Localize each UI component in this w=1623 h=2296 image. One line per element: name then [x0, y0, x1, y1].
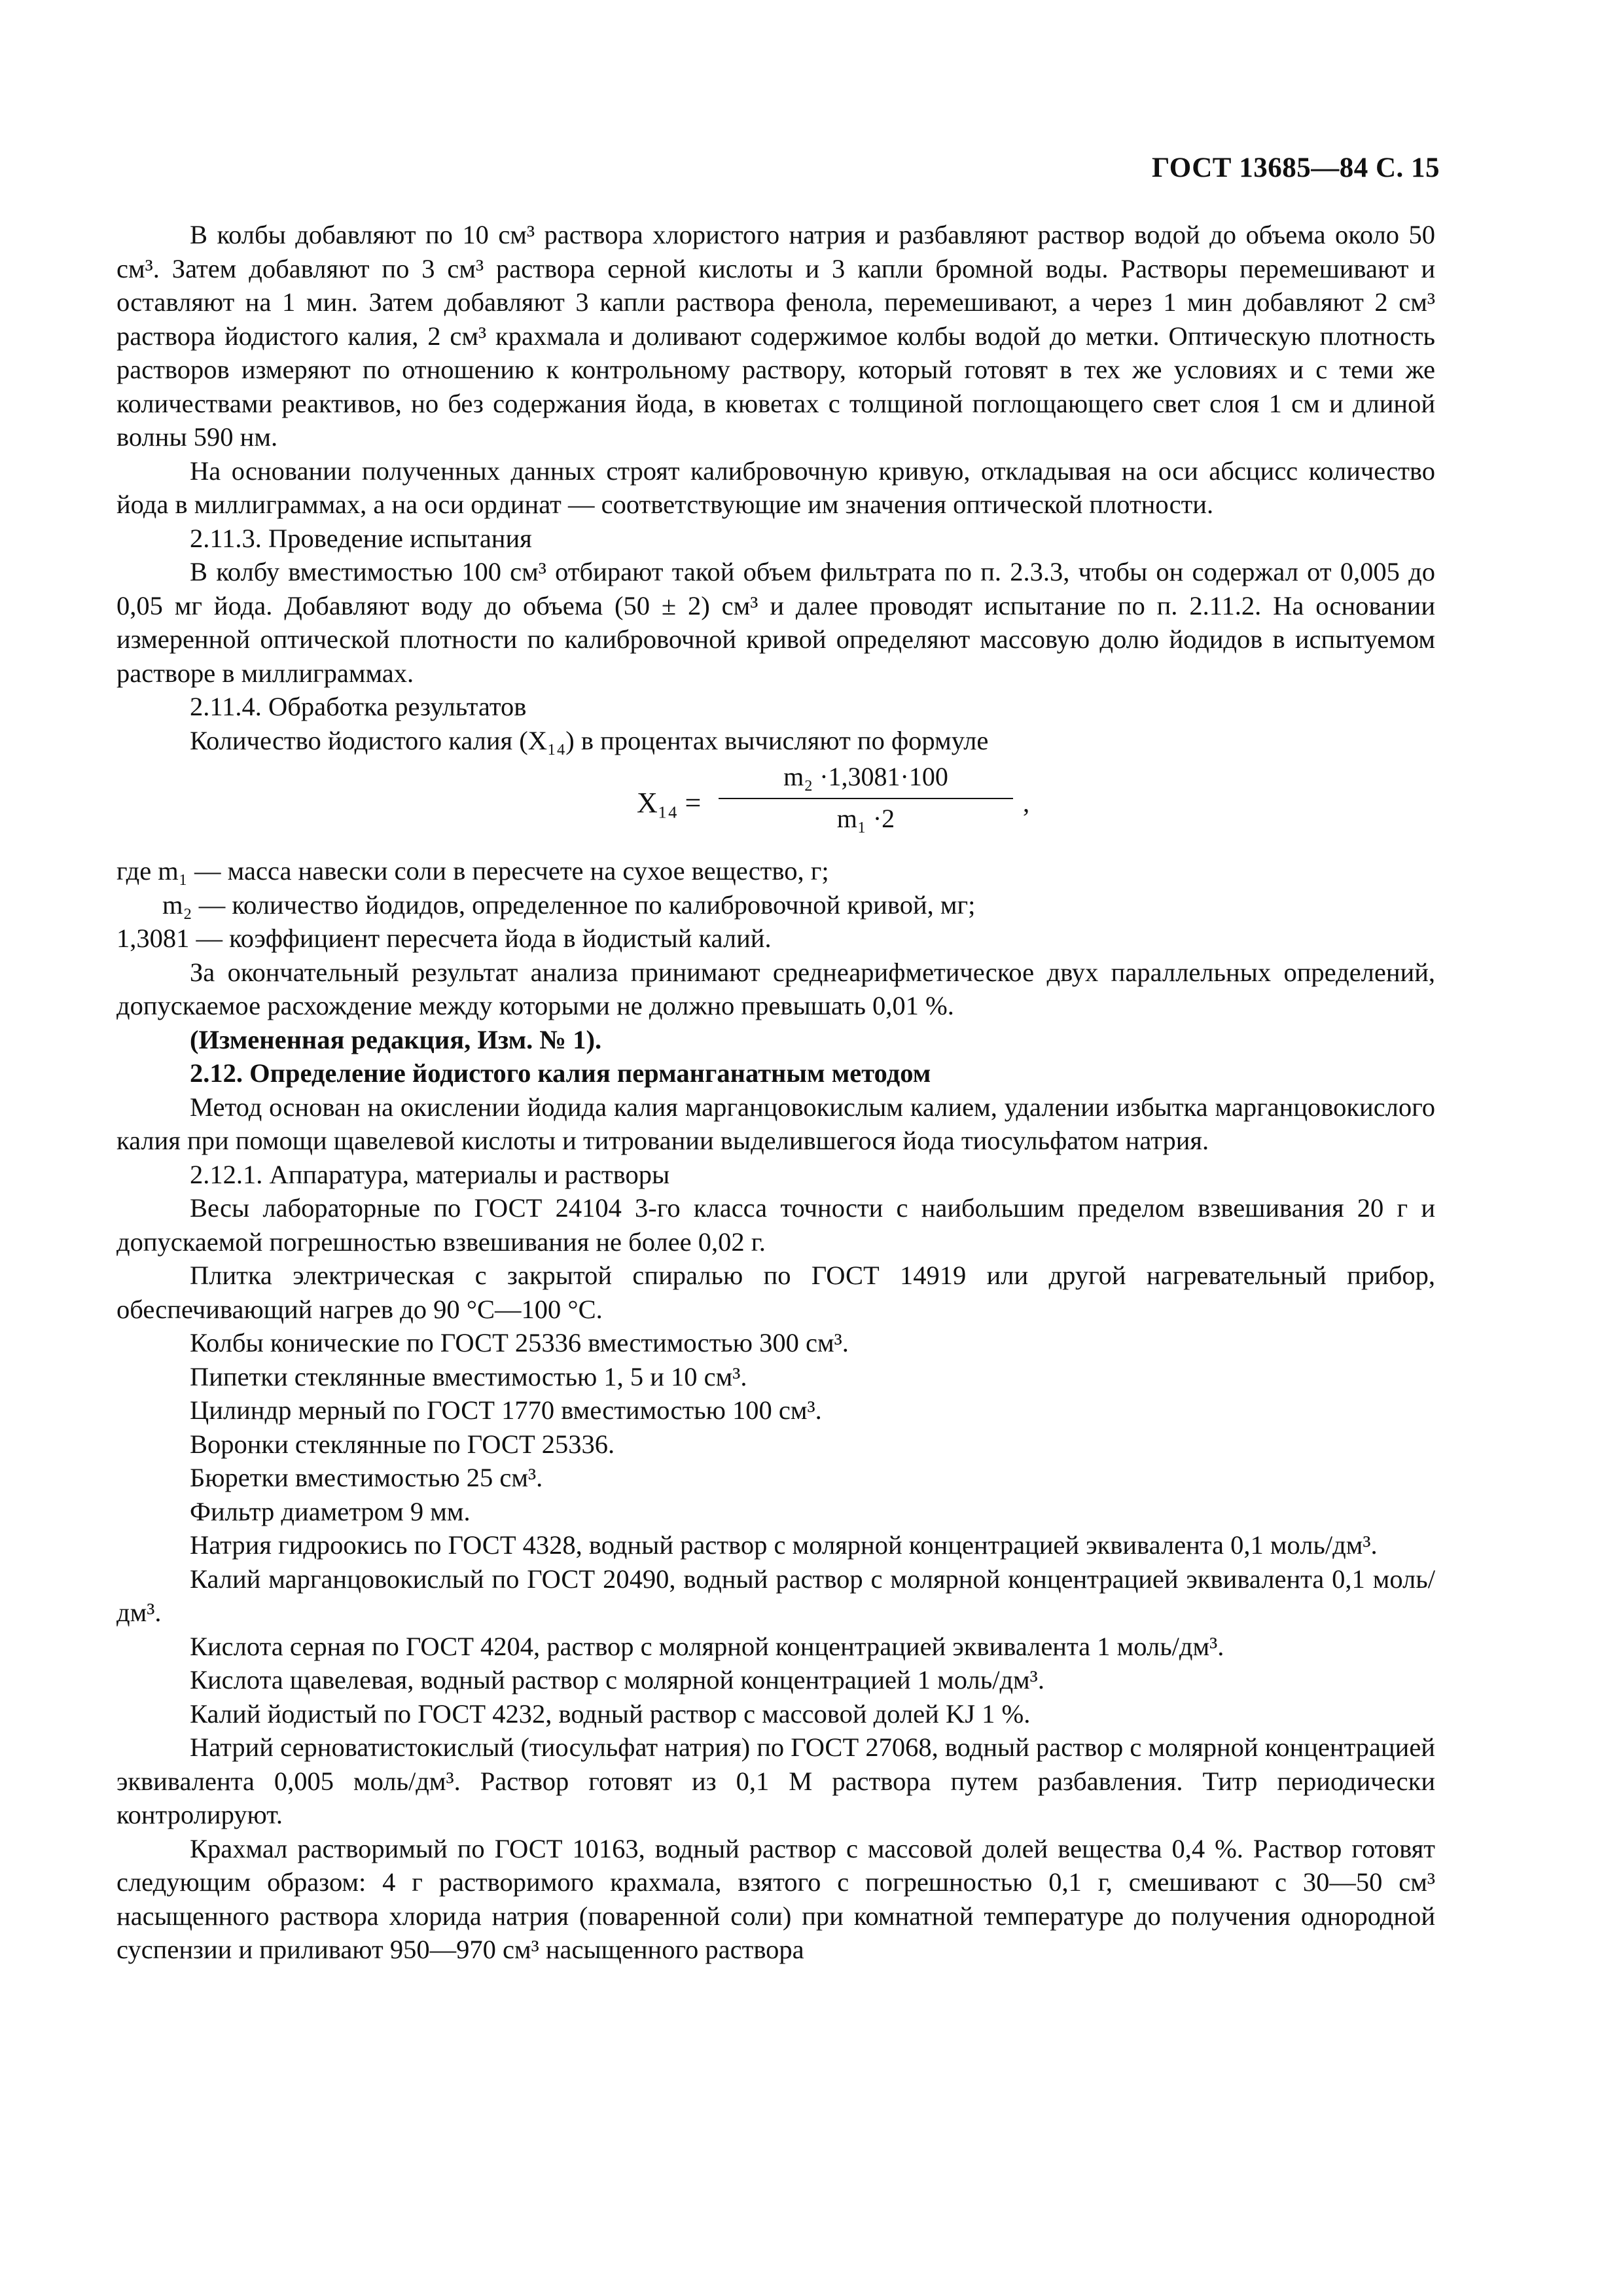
- formula-trail: ,: [1023, 788, 1030, 817]
- paragraph: Калий марганцовокислый по ГОСТ 20490, водный раствор с молярной концентрацией эквивалента 0,1 моль/дм³.: [116, 1564, 1435, 1627]
- paragraph: Крахмал растворимый по ГОСТ 10163, водный раствор с массовой долей вещества 0,4 %. Раствор готовят следующим образом: 4 г растворимого крахмала, взятого с погрешностью 0,1 г, смешивают с 30—50 см³ насыщенного раствора хлорида натрия (поваренной соли) при комнатной температуре до получения однородной суспензии и приливают 950—970 см³ насыщенного раствора: [116, 1833, 1435, 1964]
- paragraph: Весы лабораторные по ГОСТ 24104 3-го класса точности с наибольшим пределом взвешивания 20 г и допускаемой погрешностью взвешивания не более 0,02 г.: [116, 1193, 1435, 1257]
- formula-denominator: m₁ ·2: [836, 803, 895, 833]
- paragraph: Кислота серная по ГОСТ 4204, раствор с молярной концентрацией эквивалента 1 моль/дм³.: [190, 1631, 1224, 1661]
- paragraph: Колбы конические по ГОСТ 25336 вместимостью 300 см³.: [190, 1328, 849, 1357]
- paragraph: Натрия гидроокись по ГОСТ 4328, водный раствор с молярной концентрацией эквивалента 0,1 моль/дм³.: [190, 1530, 1378, 1560]
- paragraph: В колбу вместимостью 100 см³ отбирают такой объем фильтрата по п. 2.3.3, чтобы он содержал от 0,005 до 0,05 мг йода. Добавляют воду до объема (50 ± 2) см³ и далее проводят испытание по п. 2.11.2. На основании измеренной оптической плотности по калибровочной кривой определяют массовую долю йодидов в испытуемом растворе в миллиграммах.: [116, 557, 1435, 688]
- legend-line: 1,3081 — коэффициент пересчета йода в йодистый калий.: [116, 924, 772, 953]
- section-heading: 2.11.4. Обработка результатов: [190, 692, 527, 721]
- formula-legend: [116, 854, 1435, 956]
- paragraph: Кислота щавелевая, водный раствор с молярной концентрацией 1 моль/дм³.: [190, 1665, 1044, 1695]
- paragraph: Воронки стеклянные по ГОСТ 25336.: [190, 1429, 615, 1459]
- paragraph: Количество йодистого калия (X₁₄) в процентах вычисляют по формуле: [190, 725, 989, 755]
- paragraph: Цилиндр мерный по ГОСТ 1770 вместимостью 100 см³.: [190, 1395, 822, 1425]
- page-header: ГОСТ 13685—84 С. 15: [1151, 152, 1440, 183]
- formula-numerator: m₂ ·1,3081·100: [783, 762, 948, 791]
- legend-line: m₂ — количество йодидов, определенное по калибровочной кривой, мг;: [162, 889, 976, 920]
- section-heading: 2.12.1. Аппаратура, материалы и растворы: [190, 1159, 670, 1189]
- formula-fraction: [712, 760, 1020, 835]
- legend-line: где m₁ — масса навески соли в пересчете на сухое вещество, г;: [116, 856, 829, 886]
- paragraph: За окончательный результат анализа принимают среднеарифметическое двух параллельных определений, допускаемое расхождение между которыми не должно превышать 0,01 %.: [116, 957, 1435, 1020]
- paragraph: Калий йодистый по ГОСТ 4232, водный раствор с массовой долей KJ 1 %.: [190, 1698, 1031, 1729]
- paragraph: Метод основан на окислении йодида калия марганцовокислым калием, удалении избытка марганцовокислого калия при помощи щавелевой кислоты и титровании выделившегося йода тиосульфатом натрия.: [116, 1092, 1435, 1155]
- document-body: [116, 218, 1435, 1967]
- paragraph: На основании полученных данных строят калибровочную кривую, откладывая на оси абсцисс количество йода в миллиграммах, а на оси ординат — соответствующие им значения оптической плотности.: [116, 456, 1435, 519]
- paragraph: Плитка электрическая с закрытой спиралью по ГОСТ 14919 или другой нагревательный прибор, обеспечивающий нагрев до 90 °С—100 °С.: [116, 1261, 1435, 1324]
- amendment-note: (Измененная редакция, Изм. № 1).: [190, 1024, 602, 1054]
- paragraph: В колбы добавляют по 10 см³ раствора хлористого натрия и разбавляют раствор водой до объема около 50 см³. Затем добавляют по 3 см³ раствора серной кислоты и 3 капли бромной воды. Растворы перемешивают и оставляют на 1 мин. Затем добавляют 3 капли раствора фенола, перемешивают, а через 1 мин добавляют 2 см³ раствора йодистого калия, 2 см³ крахмала и доливают содержимое колбы водой до метки. Оптическую плотность растворов измеряют по отношению к контрольному раствору, который готовят в тех же условиях и с теми же количествами реактивов, но без содержания йода, в кюветах с толщиной поглощающего свет слоя 1 см и длиной волны 590 нм.: [116, 220, 1435, 452]
- paragraph: Натрий серноватистокислый (тиосульфат натрия) по ГОСТ 27068, водный раствор с молярной концентрацией эквивалента 0,005 моль/дм³. Раствор готовят из 0,1 М раствора путем разбавления. Титр периодически контролируют.: [116, 1732, 1435, 1829]
- formula: [116, 760, 1435, 846]
- paragraph: Пипетки стеклянные вместимостью 1, 5 и 10 см³.: [190, 1361, 747, 1391]
- section-heading: 2.11.3. Проведение испытания: [190, 523, 532, 553]
- paragraph: Бюретки вместимостью 25 см³.: [190, 1463, 543, 1492]
- paragraph: Фильтр диаметром 9 мм.: [190, 1496, 471, 1526]
- section-title: 2.12. Определение йодистого калия перманганатным методом: [190, 1058, 931, 1088]
- formula-lhs: X₁₄ =: [637, 787, 702, 819]
